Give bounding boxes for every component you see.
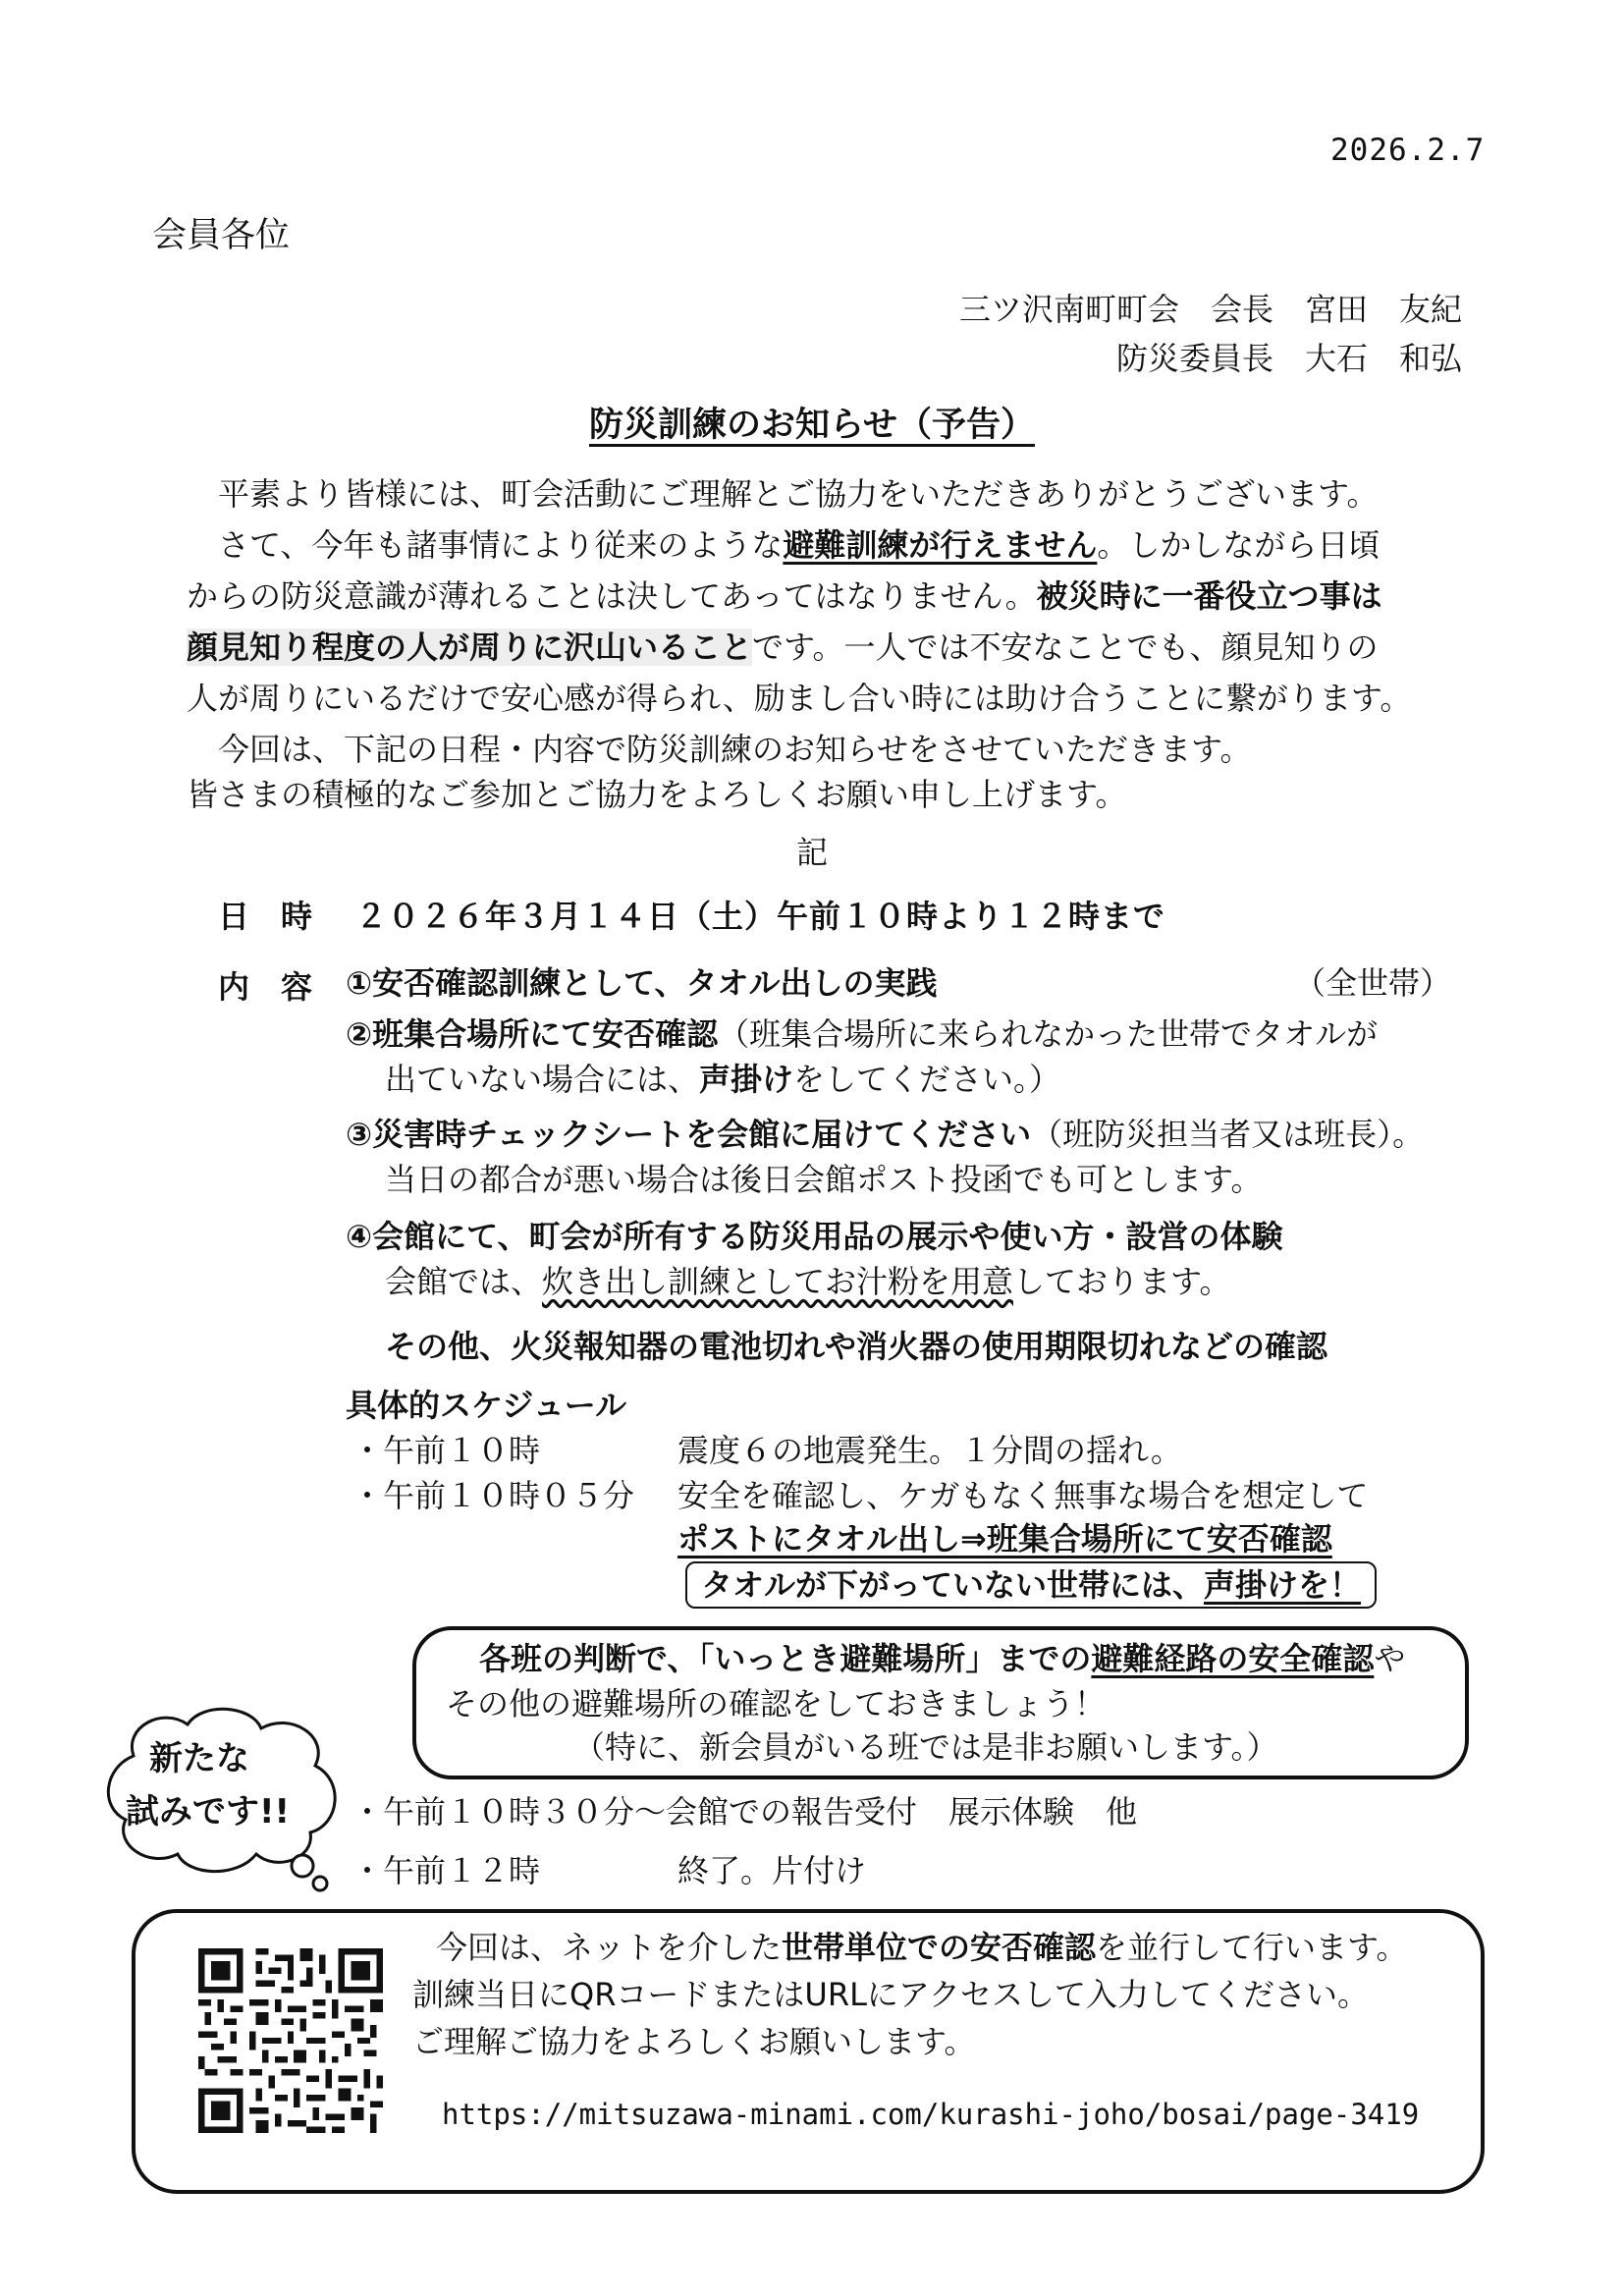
emphasis-text: 声掛けを！ xyxy=(1204,1566,1362,1604)
text: タオルが下がっていない世帯には、 xyxy=(701,1566,1205,1604)
detail-time-1: ・午前１０時 xyxy=(352,1432,541,1469)
date-value: ２０２６年３月１４日（土）午前１０時より１２時まで xyxy=(355,898,1166,935)
content-item-1: ①安否確認訓練として、タオル出しの実践 xyxy=(346,964,938,1002)
online-url-link[interactable]: https://mitsuzawa-minami.com/kurashi-joho/bosai/page-3419 xyxy=(442,2098,1420,2131)
detail-time-2: ・午前１０時０５分 xyxy=(352,1477,635,1514)
content-item-3-cont: 当日の都合が悪い場合は後日会館ポスト投函でも可とします。 xyxy=(385,1161,1263,1198)
body-paragraph-6: 今回は、下記の日程・内容で防災訓練のお知らせをさせていただきます。 xyxy=(218,731,1252,768)
text: （班集合場所に来られなかった世帯でタオルが xyxy=(718,1015,1379,1053)
emphasis-text: 声掛け xyxy=(699,1061,794,1098)
later-row-2-time: ・午前１２時 xyxy=(352,1852,541,1889)
text: しております。 xyxy=(1013,1263,1231,1300)
body-paragraph-5: 人が周りにいるだけで安心感が得られ、励まし合い時には助け合うことに繋がります。 xyxy=(187,680,1412,717)
text: をしてください。） xyxy=(793,1061,1061,1098)
text: からの防災意識が薄れることは決してあってはなりません。 xyxy=(187,577,1037,615)
addressee: 会員各位 xyxy=(152,216,291,255)
date-label: 日 時 xyxy=(218,898,313,935)
qr-code-icon[interactable] xyxy=(198,1948,383,2133)
emphasis-text: 顔見知り程度の人が周りに沢山いること xyxy=(187,629,753,666)
online-line-3: ご理解ご協力をよろしくお願いします。 xyxy=(412,2023,976,2060)
text: ③災害時チェックシートを会館に届けてください xyxy=(346,1116,1032,1153)
content-item-2 xyxy=(346,1011,1378,1057)
text: や xyxy=(1374,1640,1406,1677)
text: を並行して行います。 xyxy=(1096,1929,1408,1966)
callout-line-3 xyxy=(573,1724,1277,1770)
online-line-2: 訓練当日にQRコードまたはURLにアクセスして入力してください。 xyxy=(412,1976,1369,2013)
bubble-line-1: 新たな xyxy=(149,1739,249,1778)
detail-boxed-reminder xyxy=(685,1561,1377,1609)
text: （特に、新会員がいる班では是非お願いします。） xyxy=(573,1728,1278,1766)
ki-heading: 記 xyxy=(795,834,828,871)
document-title xyxy=(0,398,1624,447)
body-paragraph-2 xyxy=(218,520,1380,570)
callout-line-1 xyxy=(479,1636,1405,1681)
body-paragraph-1: 平素より皆様には、町会活動にご理解とご協力をいただきありがとうございます。 xyxy=(218,475,1379,513)
emphasis-text: 炊き出し訓練としてお汁粉を用意 xyxy=(542,1263,1014,1300)
text: ②班集合場所にて安否確認 xyxy=(346,1015,719,1053)
later-row-1: ・午前１０時３０分～会館での報告受付 展示体験 他 xyxy=(352,1793,1138,1831)
content-item-4-cont xyxy=(385,1259,1230,1304)
text: さて、今年も諸事情により従来のような xyxy=(218,526,784,564)
text: です。一人では不安なことでも、顔見知りの xyxy=(752,629,1379,666)
emphasis-text: 避難経路の安全確認 xyxy=(1091,1640,1375,1677)
text: 今回は、ネットを介した xyxy=(436,1929,783,1966)
content-item-4: ④会館にて、町会が所有する防災用品の展示や使い方・設営の体験 xyxy=(346,1218,1283,1255)
body-paragraph-3 xyxy=(187,572,1382,621)
text: 出ていない場合には、 xyxy=(385,1061,700,1098)
emphasis-text: 避難訓練が行えません xyxy=(783,526,1098,564)
other-checks: その他、火災報知器の電池切れや消火器の使用期限切れなどの確認 xyxy=(385,1328,1328,1365)
text: 各班の判断で、「いっとき避難場所」までの xyxy=(479,1640,1092,1677)
title-text: 防災訓練のお知らせ（予告） xyxy=(589,406,1035,445)
content-item-2-cont xyxy=(385,1057,1060,1102)
emphasis-text: 世帯単位での安否確認 xyxy=(782,1929,1097,1966)
content-label: 内 容 xyxy=(218,968,313,1006)
text: 。しかしながら日頃 xyxy=(1097,526,1380,564)
detail-heading: 具体的スケジュール xyxy=(346,1387,627,1424)
later-row-2-desc: 終了。片付け xyxy=(677,1852,867,1889)
sender-line-1: 三ツ沢南町町会 会長 宮田 友紀 xyxy=(958,291,1462,328)
sender-line-2: 防災委員長 大石 和弘 xyxy=(1115,340,1462,377)
text: 会館では、 xyxy=(385,1263,543,1300)
text: （班防災担当者又は班長）。 xyxy=(1031,1116,1425,1153)
document-date: 2026.2.7 xyxy=(1330,133,1486,168)
online-line-1 xyxy=(436,1925,1407,1970)
body-paragraph-4 xyxy=(187,623,1378,672)
detail-post-line: ポストにタオル出し⇒班集合場所にて安否確認 xyxy=(677,1520,1332,1558)
callout-line-2: その他の避難場所の確認をしておきましょう！ xyxy=(446,1685,1107,1722)
content-item-1-note: （全世帯） xyxy=(1294,964,1452,1002)
bubble-line-2: 試みです!! xyxy=(126,1792,291,1831)
body-paragraph-7: 皆さまの積極的なご参加とご協力をよろしくお願い申し上げます。 xyxy=(187,776,1127,813)
detail-desc-2: 安全を確認し、ケガもなく無事な場合を想定して xyxy=(677,1477,1369,1514)
detail-desc-1: 震度６の地震発生。１分間の揺れ。 xyxy=(677,1432,1182,1469)
content-item-3 xyxy=(346,1112,1424,1157)
emphasis-text: 被災時に一番役立つ事は xyxy=(1036,577,1382,615)
